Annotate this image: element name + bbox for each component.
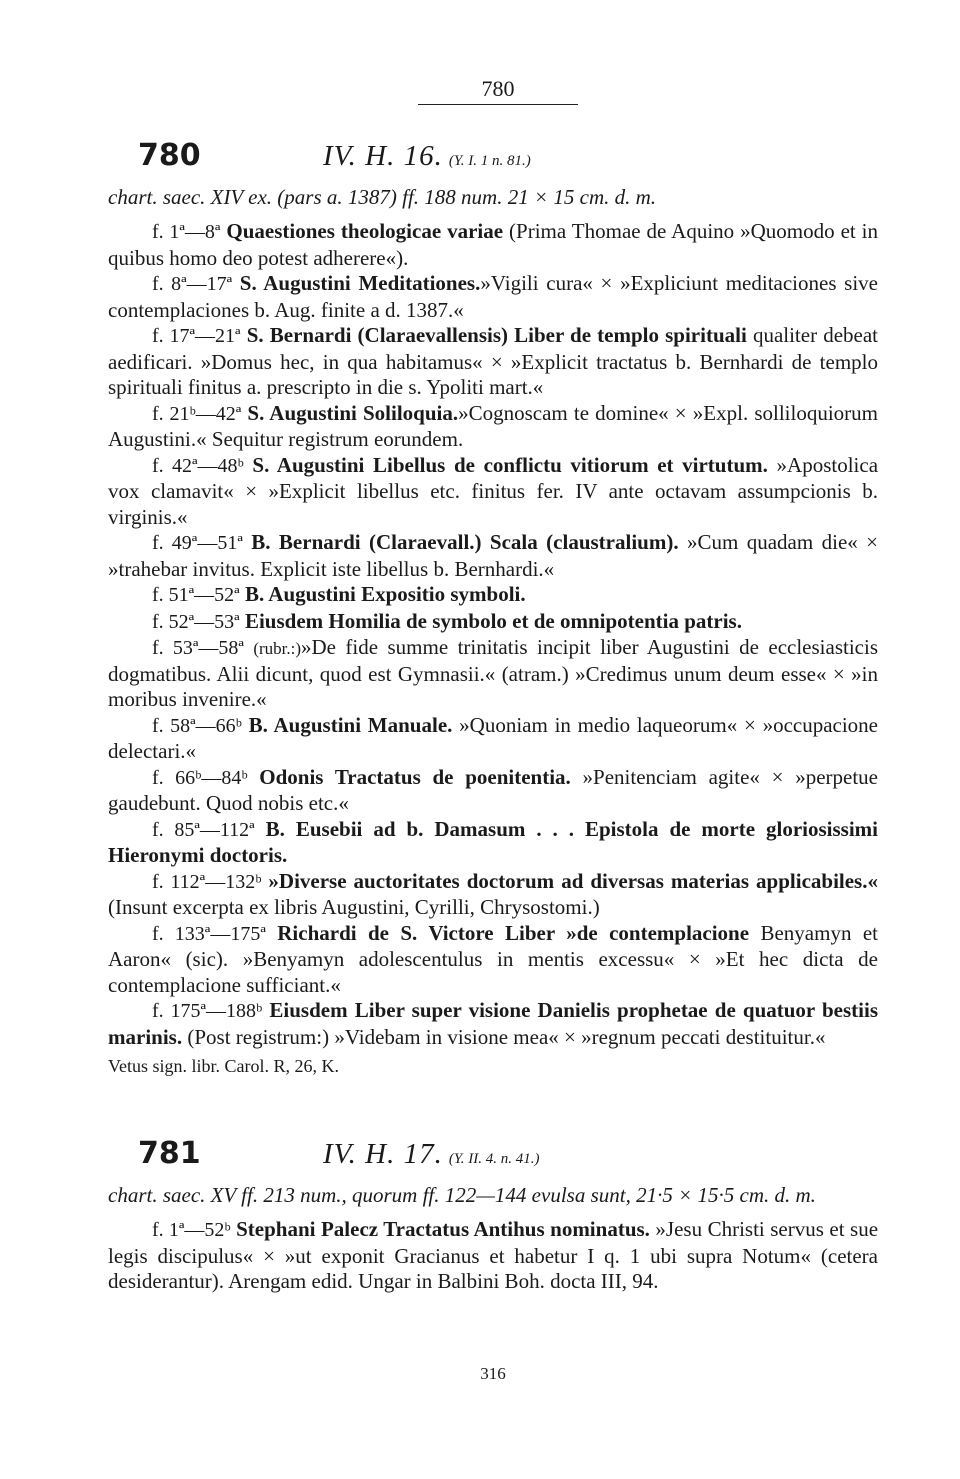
list-item: f. 133ª—175ª Richardi de S. Victore Liber »de contemplacione Benyamyn et Aaron« (sic). »Benyamyn adolescentulus in mentis excessu« × »Et hec dicta de contemplacione sufficiant.« xyxy=(108,920,879,997)
list-item: f. 175ª—188ᵇ Eiusdem Liber super visione Danielis prophetae de quatuor bestiis marinis. (Post registrum:) »Videbam in visione mea« × »regnum peccati destituitur.« xyxy=(108,998,879,1049)
entry-781 xyxy=(108,1136,878,1295)
list-item: f. 66ᵇ—84ᵇ Odonis Tractatus de poenitentia. »Penitenciam agite« × »perpetue gaudebunt. Quod nobis etc.« xyxy=(108,764,878,815)
shelfmark: IV. H. 17. (Y. II. 4. n. 41.) xyxy=(323,1138,540,1170)
list-item: f. 1ª—52ᵇ Stephani Palecz Tractatus Antihus nominatus. »Jesu Christi servus et sue legis discipulus« × »ut exponit Gracianus et habetur I q. 1 ubi supra Notum« (cetera desiderantur). Arengam edid. Ungar in Balbini Boh. docta III, 94. xyxy=(108,1217,879,1293)
old-shelfmark: (Y. II. 4. n. 41.) xyxy=(448,1151,540,1167)
running-rule xyxy=(418,104,578,105)
list-item: f. 51ª—52ª B. Augustini Expositio symboli. xyxy=(152,582,526,606)
entry-number: 781 xyxy=(138,1136,201,1171)
entry-780 xyxy=(108,138,878,1080)
list-item: f. 8ª—17ª S. Augustini Meditationes.»Vigili cura« × »Expliciunt meditaciones sive contemplaciones b. Aug. finite a d. 1387.« xyxy=(108,271,879,322)
list-item: f. 53ª—58ª (rubr.:)»De fide summe trinitatis incipit liber Augustini de ecclesiasticis dogmatibus. Alii dicunt, quod est Gymnasii.« (atram.) »Credimus unum deum esse« × »in moribus invenire.« xyxy=(108,635,878,711)
old-shelfmark: (Y. I. 1 n. 81.) xyxy=(448,153,531,169)
old-signature: Vetus sign. libr. Carol. R, 26, K. xyxy=(108,1056,340,1076)
list-item: f. 58ª—66ᵇ B. Augustini Manuale. »Quoniam in medio laqueorum« × »occupacione delectari.« xyxy=(108,712,879,763)
page xyxy=(108,0,878,1479)
manuscript-description: chart. saec. XV ff. 213 num., quorum ff. 122—144 evulsa sunt, 21·5 × 15·5 cm. d. m. xyxy=(108,1183,816,1207)
entry-head xyxy=(108,138,878,182)
list-item: f. 112ª—132ᵇ »Diverse auctoritates doctorum ad diversas materias applicabiles.« (Insunt excerpta ex libris Augustini, Cyrilli, Chrysostomi.) xyxy=(108,868,878,919)
page-number: 316 xyxy=(480,1364,506,1383)
running-head: 780 xyxy=(481,76,515,101)
list-item: f. 52ª—53ª Eiusdem Homilia de symbolo et de omnipotentia patris. xyxy=(152,608,742,633)
list-item: f. 17ª—21ª S. Bernardi (Claraevallensis) Liber de templo spirituali qualiter debeat aedificari. »Domus hec, in qua habitamus« × »Explicit tractatus b. Bernhardi de templo spirituali finitus a. prescripto in die s. Ypoliti mart.« xyxy=(108,323,878,399)
list-item: f. 49ª—51ª B. Bernardi (Claraevall.) Scala (claustralium). »Cum quadam die« × »trahebar invitus. Explicit iste libellus b. Bernhardi.« xyxy=(108,530,879,581)
entry-number: 780 xyxy=(138,138,201,173)
list-item: f. 21ᵇ—42ª S. Augustini Soliloquia.»Cognoscam te domine« × »Expl. solliloquiorum Augustini.« Sequitur registrum eorundem. xyxy=(108,400,879,451)
shelfmark: IV. H. 16. (Y. I. 1 n. 81.) xyxy=(323,140,531,172)
entry-head xyxy=(108,1136,878,1180)
manuscript-description: chart. saec. XIV ex. (pars a. 1387) ff. 188 num. 21 × 15 cm. d. m. xyxy=(108,185,657,209)
list-item: f. 85ª—112ª B. Eusebii ad b. Damasum . . . Epistola de morte gloriosissimi Hieronymi doctoris. xyxy=(108,816,879,867)
list-item: f. 1ª—8ª Quaestiones theologicae variae (Prima Thomae de Aquino »Quomodo et in quibus homo deo potest adherere«). xyxy=(108,219,879,270)
list-item: f. 42ª—48ᵇ S. Augustini Libellus de conflictu vitiorum et virtutum. »Apostolica vox clamavit« × »Explicit libellus etc. finitus fer. IV ante octavam assumpcionis b. virginis.« xyxy=(108,452,879,529)
